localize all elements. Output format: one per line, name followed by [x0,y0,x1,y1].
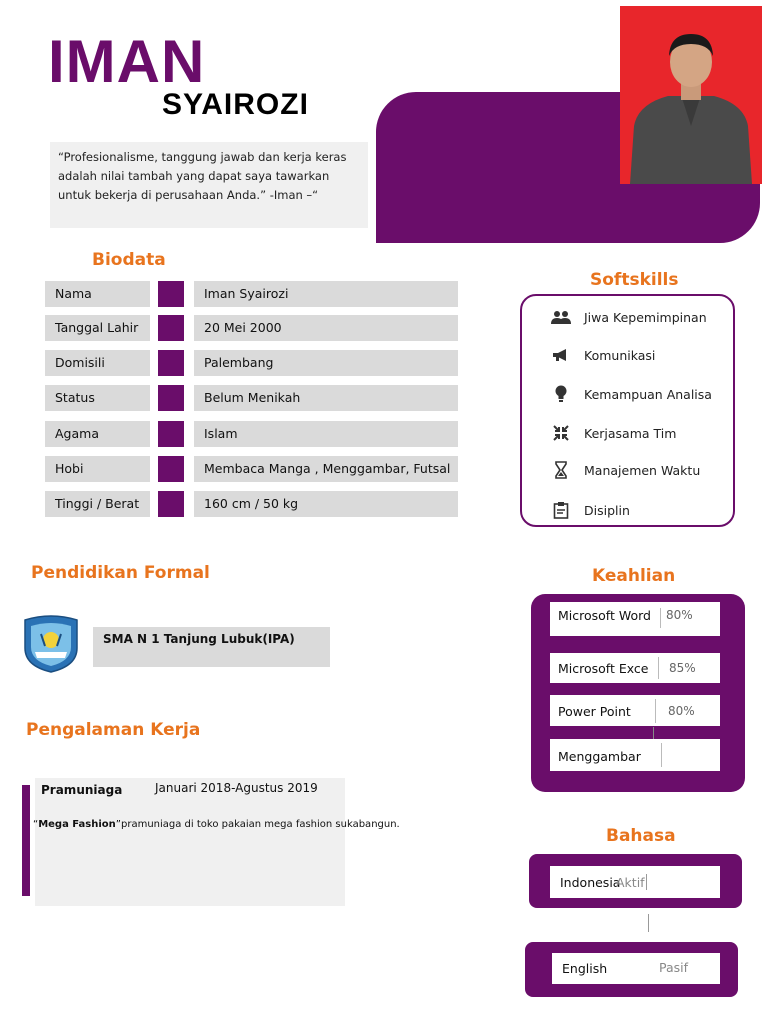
skill-name: Menggambar [558,749,641,764]
language-row [552,953,720,984]
skill-divider [655,699,656,723]
hourglass-icon [550,461,572,479]
skill-name: Microsoft Word [558,608,651,623]
skills-title: Keahlian [592,566,676,586]
experience-company: Mega Fashion [38,819,116,830]
quote-close-mark: ” [115,819,121,830]
softskills-title: Softskills [590,270,679,290]
bio-value-status: Belum Menikah [194,385,458,411]
biodata-title: Biodata [92,250,166,270]
experience-title: Pengalaman Kerja [26,720,201,740]
bio-label-tinggi-berat: Tinggi / Berat [45,491,150,517]
bio-label-nama: Nama [45,281,150,307]
softskill-item [550,307,707,327]
softskill-label: Disiplin [584,502,630,518]
education-title: Pendidikan Formal [31,563,210,583]
skill-divider [658,657,659,679]
person-photo-icon [620,6,762,184]
language-row [550,866,720,898]
softskill-label: Kerjasama Tim [584,425,677,441]
last-name: SYAIROZI [162,88,309,121]
skill-divider [660,608,661,628]
skill-level: 85% [669,661,696,675]
languages-title: Bahasa [606,826,676,846]
bio-marker [158,456,184,482]
bio-marker [158,491,184,517]
softskills-box [520,294,735,527]
bio-label-status: Status [45,385,150,411]
experience-role: Pramuniaga [41,783,123,797]
bio-label-hobi: Hobi [45,456,150,482]
bio-marker [158,315,184,341]
bio-value-tanggal-lahir: 20 Mei 2000 [194,315,458,341]
language-level: Aktif [616,875,645,890]
skill-level: 80% [668,704,695,718]
quote-box [50,142,368,228]
experience-description: pramuniaga di toko pakaian mega fashion sukabangun. [120,819,400,830]
softskill-item [550,345,655,365]
language-connector [648,914,649,932]
skill-name: Microsoft Exce [558,661,649,676]
bio-marker [158,350,184,376]
softskill-item [550,460,700,480]
language-level: Pasif [659,960,689,975]
bio-value-agama: Islam [194,421,458,447]
language-divider [646,874,647,890]
softskill-label: Kemampuan Analisa [584,386,712,402]
bio-label-domisili: Domisili [45,350,150,376]
bio-marker [158,281,184,307]
skill-row [550,653,720,683]
bio-value-nama: Iman Syairozi [194,281,458,307]
skill-row [550,739,720,771]
language-name: Indonesia [560,875,621,890]
lightbulb-icon [550,385,572,403]
skill-connector [653,727,654,739]
softskill-item [550,384,712,404]
bio-value-tinggi-berat: 160 cm / 50 kg [194,491,458,517]
softskill-label: Komunikasi [584,347,656,363]
quote-text: “Profesionalisme, tanggung jawab dan kerja keras adalah nilai tambah yang dapat saya tawarkan untuk bekerja di perusahaan Anda.” -Iman –“ [58,150,347,202]
skill-divider [661,743,662,767]
school-name: SMA N 1 Tanjung Lubuk(IPA) [103,632,295,646]
collapse-arrows-icon [550,424,572,442]
first-name: IMAN [48,28,206,95]
bio-marker [158,385,184,411]
bio-label-agama: Agama [45,421,150,447]
language-name: English [562,961,608,976]
bio-marker [158,421,184,447]
education-entry [93,627,330,667]
experience-accent-bar [22,785,30,896]
skill-name: Power Point [558,704,631,719]
softskill-label: Manajemen Waktu [584,462,701,478]
megaphone-icon [550,346,572,364]
clipboard-icon [550,501,572,519]
bio-value-domisili: Palembang [194,350,458,376]
experience-entry [35,778,345,906]
skill-row [550,602,720,636]
softskill-item [550,423,676,443]
softskill-label: Jiwa Kepemimpinan [584,309,707,325]
profile-photo [620,6,762,184]
skill-row [550,695,720,726]
bio-label-tanggal-lahir: Tanggal Lahir [45,315,150,341]
skill-level: 80% [666,608,693,622]
group-icon [550,308,572,326]
experience-period: Januari 2018-Agustus 2019 [155,781,318,795]
school-logo-icon [21,614,81,674]
softskill-item [550,500,630,520]
bio-value-hobi: Membaca Manga , Menggambar, Futsal [194,456,458,482]
experience-description-line [33,819,400,830]
quote-open-mark: “ [33,819,39,830]
